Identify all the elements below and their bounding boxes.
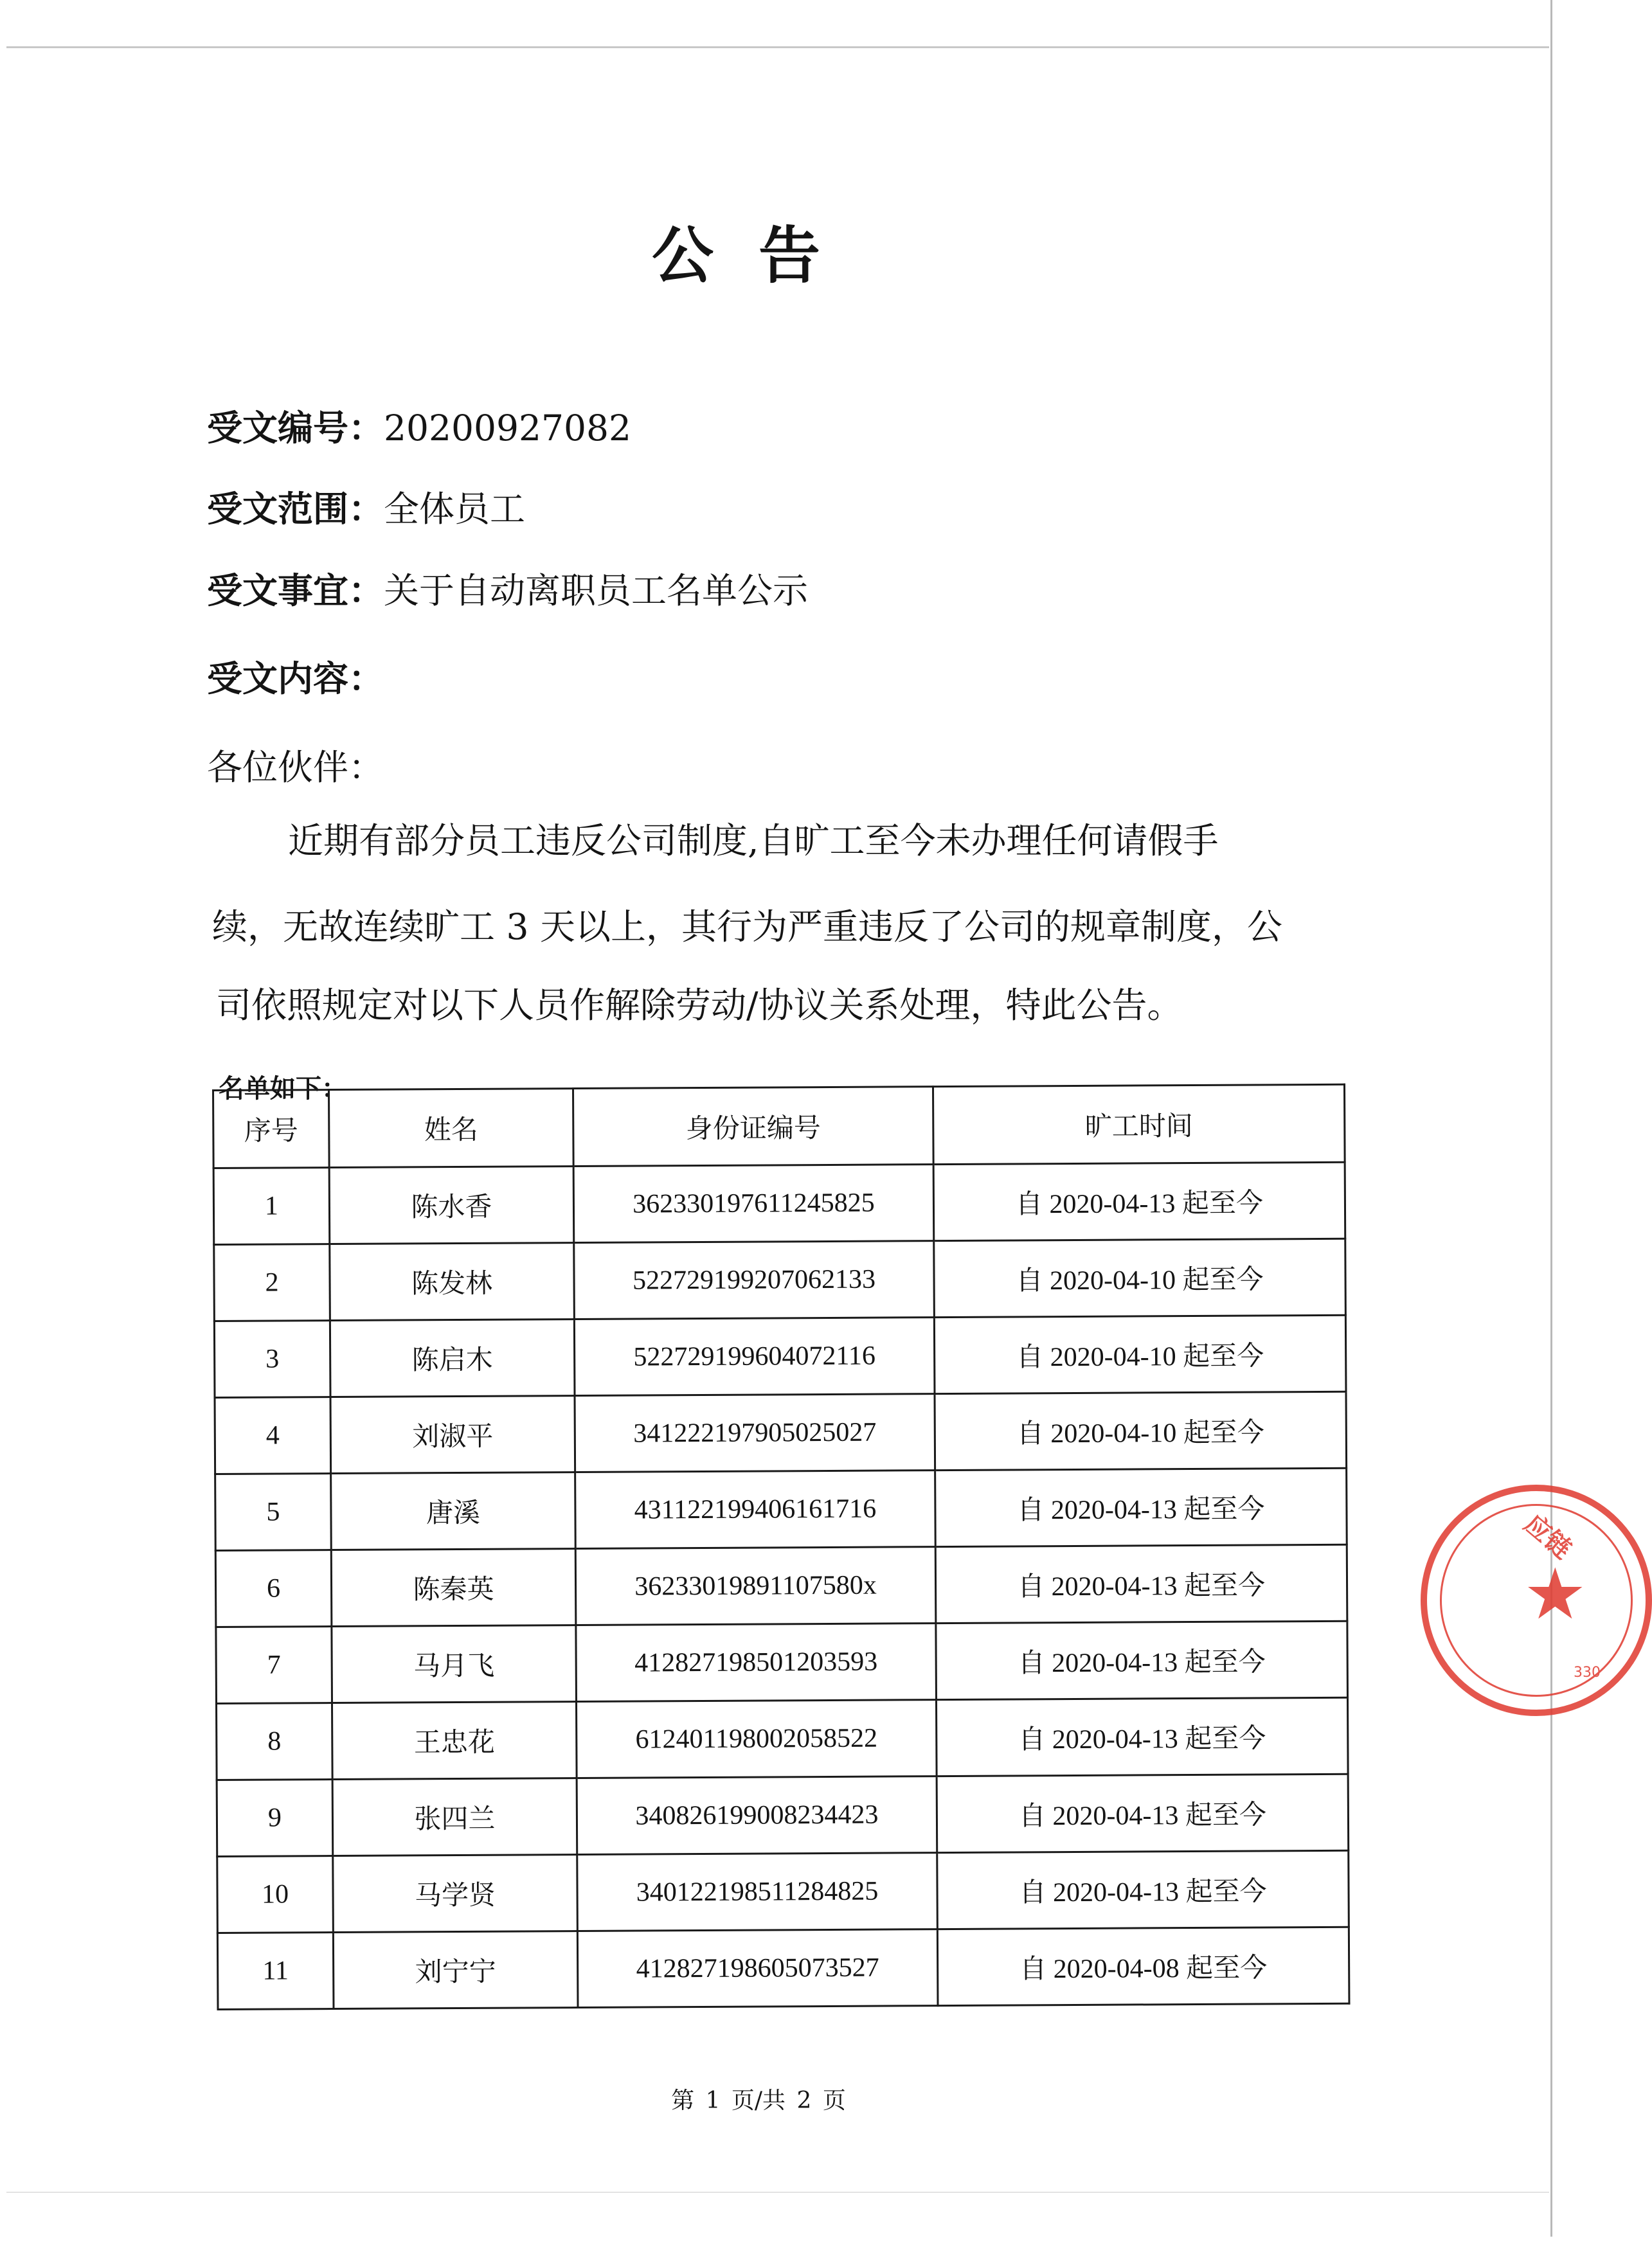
cell-absence-time: 自 2020-04-13 起至今: [936, 1621, 1348, 1699]
company-seal: [1421, 1485, 1652, 1716]
cell-name: 刘淑平: [330, 1396, 575, 1474]
meta-row-content: [207, 650, 384, 701]
table-header-row: [213, 1084, 1345, 1168]
cell-absence-time: 自 2020-04-10 起至今: [935, 1391, 1347, 1470]
meta-label: 受文范围：: [207, 488, 384, 530]
table-row: [214, 1239, 1346, 1321]
meta-value: 全体员工: [384, 488, 526, 530]
cell-id-number: 412827198605073527: [577, 1929, 938, 2008]
cell-absence-time: 自 2020-04-10 起至今: [934, 1239, 1346, 1317]
cell-name: 马月飞: [332, 1625, 577, 1703]
table-row: [214, 1315, 1346, 1397]
cell-absence-time: 自 2020-04-13 起至今: [935, 1468, 1347, 1546]
cell-absence-time: 自 2020-04-13 起至今: [933, 1162, 1345, 1240]
cell-index: 3: [214, 1321, 330, 1398]
page-title: 公告: [652, 219, 865, 292]
cell-name: 陈发林: [330, 1243, 575, 1321]
cell-name: 唐溪: [331, 1472, 576, 1550]
scan-edge-top: [6, 46, 1549, 48]
cell-index: 5: [215, 1474, 332, 1551]
table-row: [217, 1697, 1349, 1780]
cell-index: 6: [215, 1550, 332, 1627]
meta-row-subject: [207, 562, 808, 613]
cell-index: 8: [217, 1703, 333, 1780]
cell-name: 陈秦英: [331, 1549, 576, 1627]
cell-id-number: 612401198002058522: [576, 1700, 937, 1778]
cell-name: 马学贤: [333, 1855, 578, 1933]
seal-star-icon: ★: [1523, 1553, 1587, 1635]
cell-id-number: 362330197611245825: [573, 1165, 934, 1243]
meta-row-number: [207, 400, 631, 451]
header-name: 姓名: [329, 1089, 574, 1168]
cell-index: 1: [213, 1168, 330, 1245]
cell-id-number: 36233019891107580x: [575, 1547, 936, 1625]
body-line: 续，无故连续旷工 3 天以上，其行为严重违反了公司的规章制度，公: [212, 906, 1282, 947]
cell-name: 陈水香: [329, 1167, 574, 1244]
meta-value: 20200927082: [384, 407, 631, 449]
cell-id-number: 341222197905025027: [575, 1394, 935, 1472]
scan-edge-bottom: [6, 2192, 1549, 2193]
cell-id-number: 340122198511284825: [577, 1853, 938, 1931]
cell-name: 陈启木: [330, 1319, 575, 1397]
list-heading: 名单如下：: [219, 1074, 347, 1104]
cell-absence-time: 自 2020-04-08 起至今: [937, 1927, 1349, 2005]
header-id-number: 身份证编号: [573, 1087, 934, 1167]
table-row: [217, 1927, 1349, 2009]
cell-absence-time: 自 2020-04-13 起至今: [935, 1544, 1347, 1623]
body-line: 近期有部分员工违反公司制度,自旷工至今未办理任何请假手: [288, 820, 1219, 861]
cell-absence-time: 自 2020-04-13 起至今: [937, 1774, 1349, 1852]
meta-row-scope: [207, 481, 525, 532]
cell-index: 4: [215, 1397, 331, 1474]
roster-table-wrap: [212, 1084, 1348, 2010]
table-row: [217, 1774, 1349, 1856]
table-row: [215, 1468, 1347, 1550]
table-row: [217, 1850, 1349, 1933]
header-index: 序号: [213, 1090, 330, 1168]
roster-table: [212, 1084, 1350, 2010]
cell-name: 刘宁宁: [333, 1931, 578, 2009]
meta-value: 关于自动离职员工名单公示: [384, 570, 809, 611]
cell-index: 2: [214, 1244, 330, 1321]
cell-id-number: 522729199207062133: [574, 1241, 935, 1319]
cell-absence-time: 自 2020-04-13 起至今: [936, 1697, 1348, 1776]
cell-id-number: 522729199604072116: [574, 1318, 935, 1396]
cell-absence-time: 自 2020-04-13 起至今: [937, 1850, 1349, 1929]
table-row: [213, 1162, 1345, 1244]
seal-code: 330: [1574, 1665, 1601, 1681]
header-absence-time: 旷工时间: [933, 1084, 1345, 1164]
cell-id-number: 412827198501203593: [576, 1623, 937, 1702]
cell-index: 10: [217, 1856, 334, 1933]
table-row: [215, 1544, 1347, 1627]
seal-text: 应链: [1518, 1508, 1577, 1565]
meta-label: 受文内容：: [207, 658, 384, 699]
cell-absence-time: 自 2020-04-10 起至今: [934, 1315, 1346, 1393]
cell-id-number: 340826199008234423: [577, 1776, 937, 1855]
cell-index: 11: [217, 1933, 334, 2010]
meta-label: 受文事宜：: [207, 570, 384, 611]
cell-id-number: 431122199406161716: [575, 1471, 936, 1549]
cell-index: 9: [217, 1780, 333, 1857]
cell-name: 张四兰: [332, 1778, 577, 1856]
cell-index: 7: [216, 1627, 332, 1704]
page-footer: 第 1 页/共 2 页: [671, 2088, 846, 2114]
greeting: 各位伙伴：: [207, 747, 384, 788]
body-line: 司依照规定对以下人员作解除劳动/协议关系处理，特此公告。: [216, 985, 1183, 1026]
meta-label: 受文编号：: [207, 407, 384, 449]
scan-edge-right: [1550, 0, 1552, 2237]
table-row: [215, 1391, 1347, 1474]
cell-name: 王忠花: [332, 1702, 577, 1780]
table-row: [216, 1621, 1348, 1703]
